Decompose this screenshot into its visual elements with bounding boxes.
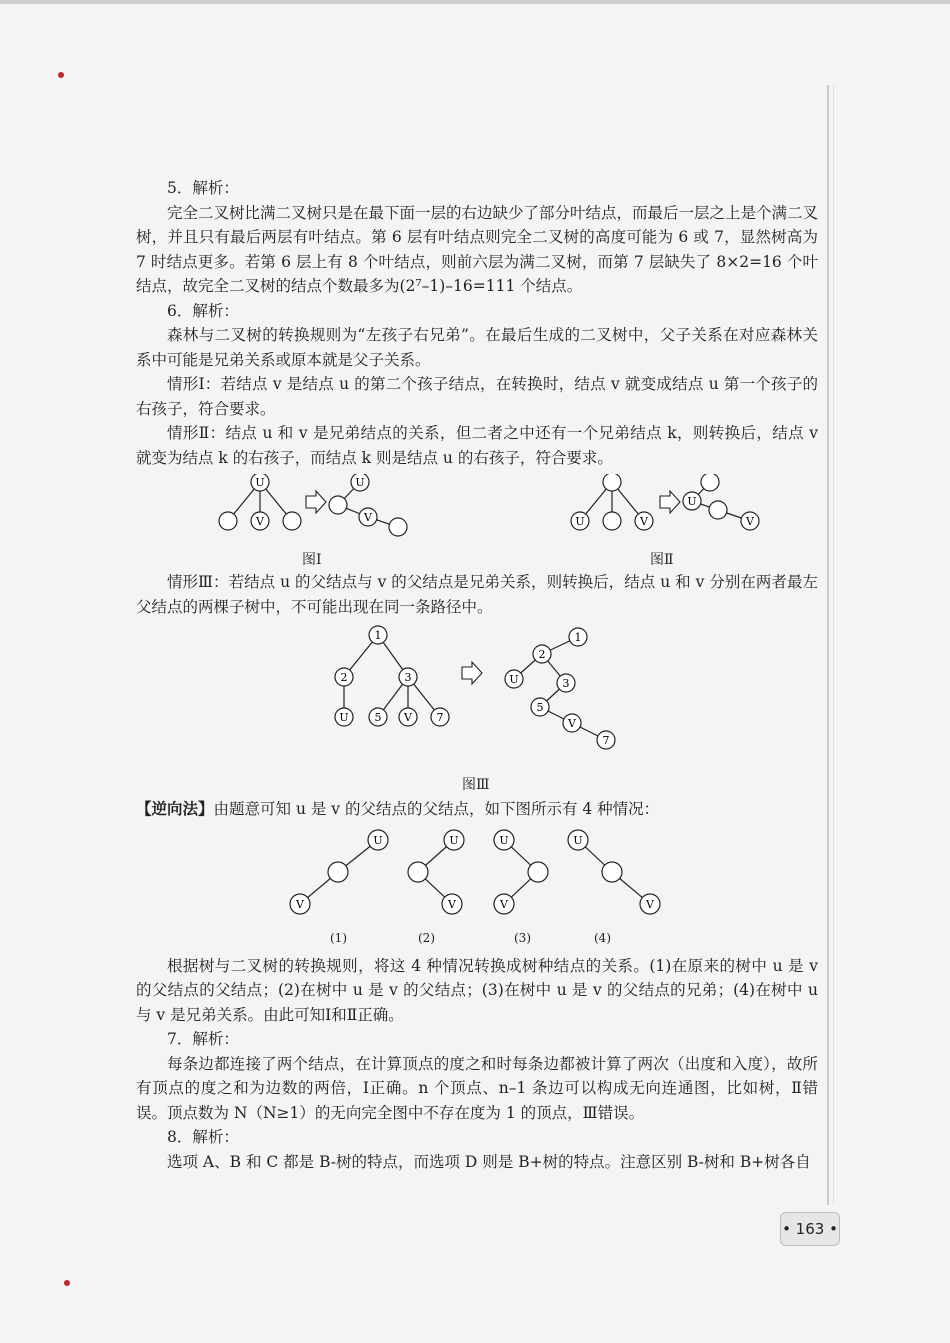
section5-para: 完全二叉树比满二叉树只是在最下面一层的右边缺少了部分叶结点，而最后一层之上是个满二叉树，并且只有最后两层有叶结点。第 6 层有叶结点则完全二叉树的高度可能为 6 或 7，显然树高为 7 时结点更多。若第 6 层上有 8 个叶结点，则前六层为满二叉树，而第 7 层缺失了 8×2=16 个叶结点，故完全二叉树的结点个数最多为(2⁷–1)–16=111 个结点。 (136, 203, 819, 295)
figure-row-cases (136, 822, 818, 954)
fig2-result-label-v: V (746, 515, 754, 528)
red-dot-bottom (64, 1280, 70, 1286)
fig3-label-1: 1 (374, 629, 382, 642)
reverse-method (136, 797, 818, 822)
case1-label-v: V (296, 897, 304, 911)
fig2-node-root (603, 474, 621, 491)
conclusion-text: 根据树与二叉树的转换规则，将这 4 种情况转换成树种结点的关系。(1)在原来的树中 u 是 v 的父结点的父结点；(2)在树中 u 是 v 的父结点；(3)在树中 u 是 v 的父结点的兄弟；(4)在树中 u 与 v 是兄弟关系。由此可知Ⅰ和Ⅱ正确。 (136, 956, 818, 1024)
fig1-arrow-icon (306, 491, 326, 513)
fig3-label-2: 2 (340, 671, 348, 684)
figure-1-caption: 图Ⅰ (302, 552, 322, 568)
red-dot-top (58, 72, 64, 78)
fig1-result-sibling (389, 518, 407, 536)
figure-3-caption: 图Ⅲ (462, 777, 490, 793)
fig3-label-7: 7 (436, 711, 444, 724)
margin-rule-inner (833, 85, 834, 1205)
fig1-label-v: V (256, 515, 264, 528)
section8-para: 选项 A、B 和 C 都是 B-树的特点，而选项 D 则是 B+树的特点。注意区别 B-树和 B+树各自 (167, 1152, 811, 1171)
section8-heading: 8．解析： (167, 1128, 239, 1146)
case1-text: 情形Ⅰ：若结点 v 是结点 u 的第二个孩子结点，在转换时，结点 v 就变成结点 u 第一个孩子的右孩子，符合要求。 (136, 375, 818, 418)
scan-edge (0, 0, 950, 4)
fig2-node-k (603, 512, 621, 530)
figure-3 (326, 625, 626, 775)
case4-label-u: U (573, 833, 583, 847)
section6-para1: 森林与二叉树的转换规则为“左孩子右兄弟”。在最后生成的二叉树中，父子关系在对应森林关系中可能是兄弟关系或原本就是父子关系。 (136, 326, 818, 369)
page-content (136, 176, 818, 1174)
case2-text: 情形Ⅱ：结点 u 和 v 是兄弟结点的关系，但二者之中还有一个兄弟结点 k，则转换后，结点 v 就变为结点 k 的右孩子，而结点 k 则是结点 u 的右孩子，符合要求。 (136, 424, 818, 467)
figure-2-caption: 图Ⅱ (650, 552, 674, 568)
page-number: • 163 • (780, 1212, 840, 1246)
fig1-result-label-v: V (364, 511, 372, 524)
fig3-result-label-7: 7 (602, 734, 610, 747)
fig3-result-label-5: 5 (536, 701, 544, 714)
fig3-label-5: 5 (374, 711, 382, 724)
case2-label-u: U (449, 833, 459, 847)
case1-node-mid (328, 862, 348, 882)
section7-heading: 7．解析： (167, 1030, 239, 1048)
case3-text: 情形Ⅲ：若结点 u 的父结点与 v 的父结点是兄弟关系，则转换后，结点 u 和 v 分别在两者最左父结点的两棵子树中，不可能出现在同一条路径中。 (136, 573, 818, 616)
section6-heading: 6．解析： (167, 301, 239, 320)
fig3-result-label-u: U (509, 673, 519, 686)
reverse-label: 【逆向法】 (136, 799, 214, 818)
figure-cases (286, 828, 666, 924)
case3-label-v: V (500, 897, 508, 911)
section5-heading: 5．解析： (167, 179, 239, 197)
figure-row-1-2 (136, 470, 818, 570)
fig2-result-root (701, 474, 719, 491)
fig3-label-v: V (404, 711, 412, 724)
case3-node-mid (528, 862, 548, 882)
fig1-result-label-u: U (355, 476, 365, 489)
fig3-label-u: U (339, 711, 349, 724)
fig3-label-3: 3 (404, 671, 412, 684)
reverse-text: 由题意可知 u 是 v 的父结点的父结点，如下图所示有 4 种情况： (213, 800, 660, 818)
case-caption-3: (3) (514, 930, 531, 945)
case-caption-4: (4) (594, 930, 611, 945)
fig3-result-label-1: 1 (574, 631, 582, 644)
fig3-result-label-3: 3 (562, 677, 570, 690)
margin-rule (827, 85, 829, 1205)
case2-label-v: V (448, 897, 456, 911)
fig1-node-right (283, 512, 301, 530)
fig1-result-child (329, 496, 347, 514)
case3-label-u: U (499, 833, 509, 847)
figure-1 (214, 474, 414, 546)
section7-para: 每条边都连接了两个结点，在计算顶点的度之和时每条边都被计算了两次（出度和入度），故所有顶点的度之和为边数的两倍，Ⅰ正确。n 个顶点、n–1 条边可以构成无向连通图，比如树，Ⅱ错误。顶点数为 N（N≥1）的无向完全图中不存在度为 1 的顶点，Ⅲ错误。 (136, 1054, 818, 1122)
fig2-result-k (709, 501, 727, 519)
case2-node-mid (408, 862, 428, 882)
figure-row-3 (136, 619, 818, 797)
figure-2 (568, 474, 768, 546)
fig1-node-left (219, 512, 237, 530)
case1-label-u: U (373, 833, 383, 847)
fig2-arrow-icon (660, 491, 680, 513)
fig3-arrow-icon (462, 662, 482, 684)
fig2-result-label-u: U (687, 495, 697, 508)
case-caption-1: (1) (330, 930, 347, 945)
fig3-result-label-2: 2 (538, 648, 546, 661)
fig2-label-u: U (575, 515, 585, 528)
case-caption-2: (2) (418, 930, 435, 945)
fig3-result-label-v: V (568, 717, 576, 730)
case4-label-v: V (646, 897, 654, 911)
case4-node-mid (602, 862, 622, 882)
fig2-label-v: V (640, 515, 648, 528)
fig1-label-u: U (255, 476, 265, 489)
